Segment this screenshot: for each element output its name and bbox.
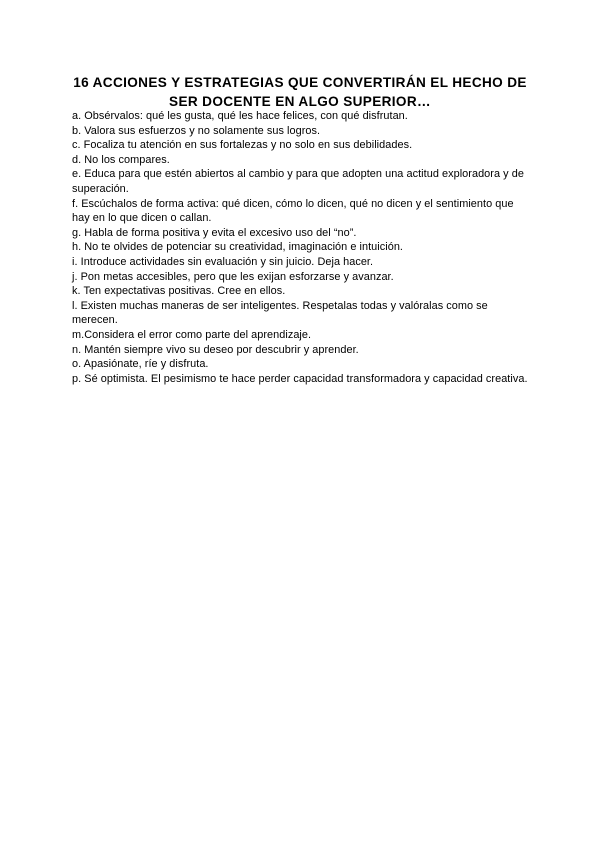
list-item: i. Introduce actividades sin evaluación y sin juicio. Deja hacer. — [72, 255, 374, 268]
document-title: 16 ACCIONES Y ESTRATEGIAS QUE CONVERTIRÁN EL HECHO DE SER DOCENTE EN ALGO SUPERIOR… — [73, 75, 527, 109]
list-item: p. Sé optimista. El pesimismo te hace perder capacidad transformadora y capacidad creativa. — [72, 372, 528, 385]
strategy-list — [72, 109, 534, 386]
list-item: m.Considera el error como parte del aprendizaje. — [72, 328, 312, 341]
list-item: a. Obsérvalos: qué les gusta, qué les hace felices, con qué disfrutan. — [72, 110, 408, 122]
list-item: f. Escúchalos de forma activa: qué dicen, cómo lo dicen, qué no dicen y el sentimiento que hay en lo que dicen o callan. — [72, 197, 514, 225]
list-item: n. Mantén siempre vivo su deseo por descubrir y aprender. — [72, 343, 359, 356]
list-item: b. Valora sus esfuerzos y no solamente sus logros. — [72, 124, 321, 137]
list-item: o. Apasiónate, ríe y disfruta. — [72, 358, 209, 371]
list-item: l. Existen muchas maneras de ser inteligentes. Respetalas todas y valóralas como se merecen. — [72, 299, 488, 327]
list-item: j. Pon metas accesibles, pero que les exijan esforzarse y avanzar. — [72, 270, 394, 283]
list-item: c. Focaliza tu atención en sus fortalezas y no solo en sus debilidades. — [72, 139, 413, 152]
list-item: d. No los compares. — [72, 153, 170, 166]
list-item: g. Habla de forma positiva y evita el excesivo uso del “no”. — [72, 226, 357, 239]
list-item: e. Educa para que estén abiertos al cambio y para que adopten una actitud exploradora y de superación. — [72, 168, 524, 195]
list-item: h. No te olvides de potenciar su creatividad, imaginación e intuición. — [72, 241, 404, 254]
list-item: k. Ten expectativas positivas. Cree en ellos. — [72, 285, 286, 298]
